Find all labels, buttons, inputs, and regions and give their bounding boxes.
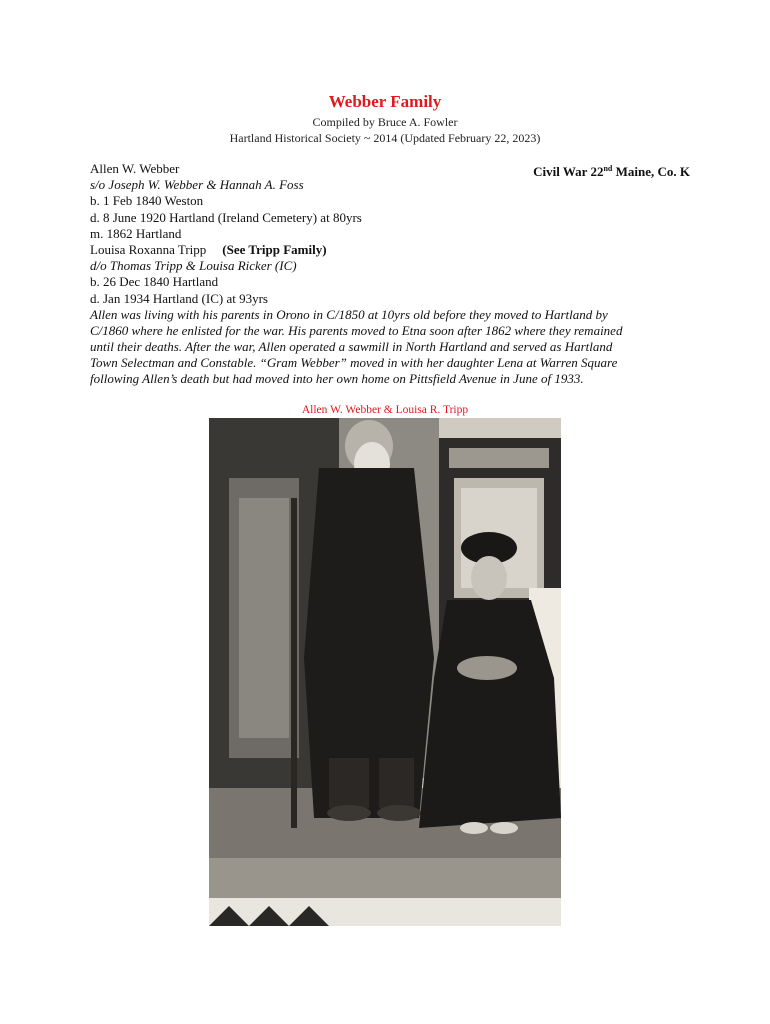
spouse-name: Louisa Roxanna Tripp (90, 241, 207, 257)
narrative-line: following Allen’s death but had moved into her own home on Pittsfield Avenue in June of 1933. (90, 371, 584, 387)
military-service: Civil War 22nd Maine, Co. K (533, 164, 690, 179)
spouse-ref-link: (See Tripp Family) (222, 241, 327, 257)
photo-illustration (209, 418, 561, 926)
compiled-by: Compiled by Bruce A. Fowler (312, 115, 458, 129)
entry-body (90, 161, 690, 388)
birth-line: b. 1 Feb 1840 Weston (90, 193, 204, 209)
spouse-death-line: d. Jan 1934 Hartland (IC) at 93yrs (90, 290, 268, 306)
spouse-parents: d/o Thomas Tripp & Louisa Ricker (IC) (90, 258, 297, 274)
photo-caption: Allen W. Webber & Louisa R. Tripp (301, 404, 469, 416)
narrative-line: until their deaths. After the war, Allen operated a sawmill in North Hartland and served as Hartland (90, 339, 613, 355)
marriage-line: m. 1862 Hartland (90, 225, 182, 241)
death-line: d. 8 June 1920 Hartland (Ireland Cemetery) at 80yrs (90, 209, 362, 225)
spouse-line (90, 242, 690, 258)
society-line: Hartland Historical Society ~ 2014 (Updated February 22, 2023) (229, 131, 541, 145)
narrative-line: Allen was living with his parents in Orono in C/1850 at 10yrs old before they moved to Hartland by (90, 306, 608, 322)
spouse-birth-line: b. 26 Dec 1840 Hartland (90, 274, 219, 290)
narrative-line: Town Selectman and Constable. “Gram Webber” moved in with her daughter Lena at Warren Square (90, 355, 618, 371)
person-parents: s/o Joseph W. Webber & Hannah A. Foss (90, 177, 304, 193)
narrative-line: C/1860 where he enlisted for the war. His parents moved to Etna soon after 1862 where they remained (90, 322, 623, 338)
narrative-paragraph (90, 307, 690, 388)
historic-photo (209, 418, 561, 926)
person-name: Allen W. Webber (90, 161, 180, 176)
page-title: Webber Family (328, 92, 442, 111)
